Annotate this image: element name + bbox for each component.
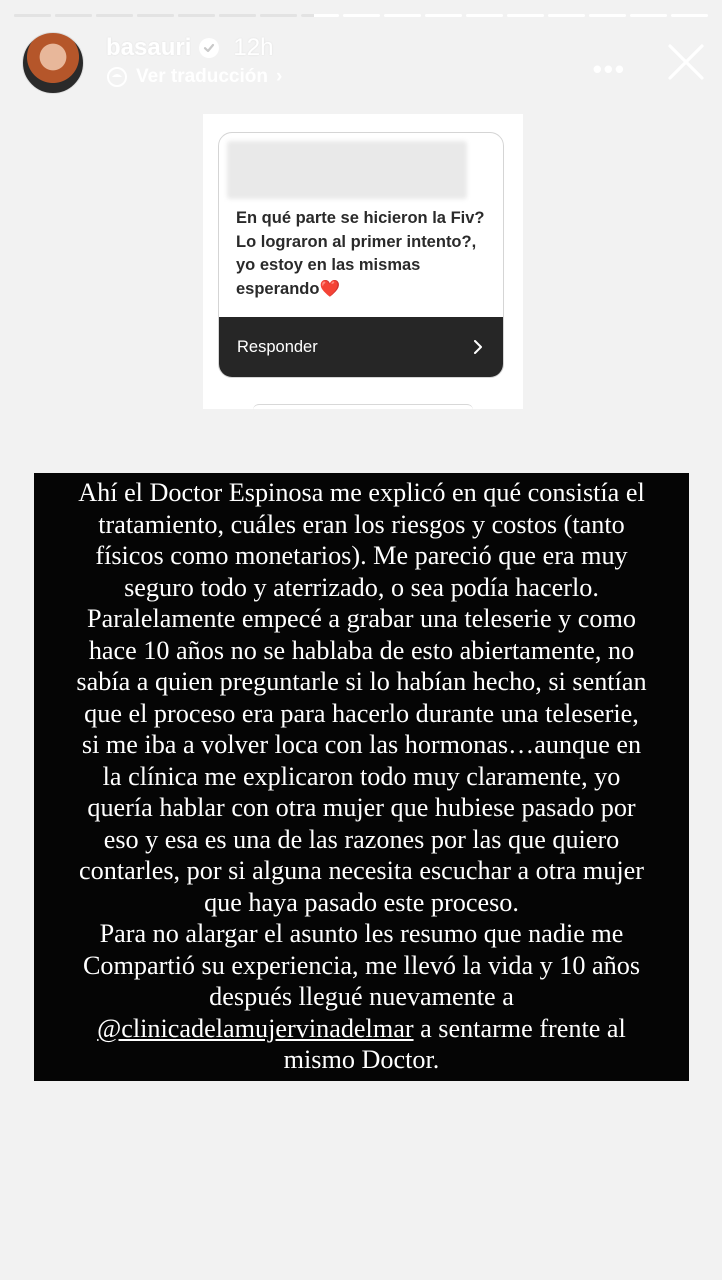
question-text (236, 207, 496, 301)
story-text (40, 477, 683, 1076)
story-time: 12h (233, 34, 274, 61)
heart-emoji: ❤️ (319, 279, 340, 298)
story-progress-bar (14, 14, 708, 17)
story-line: hace 10 años no se hablaba de esto abiertamente, no (88, 635, 635, 665)
more-dots-icon[interactable]: ••• (592, 54, 626, 84)
avatar[interactable] (22, 32, 84, 94)
progress-segment (343, 14, 380, 17)
story-line: eso y esa es una de las razones por las que quiero (103, 824, 620, 854)
story-line: mismo Doctor. (283, 1045, 440, 1074)
progress-segment (630, 14, 667, 17)
progress-segment (219, 14, 256, 17)
story-line-mention (40, 1013, 683, 1045)
progress-fill (178, 14, 215, 17)
story-line: que haya pasado este proceso. (204, 887, 519, 917)
clinic-mention-link[interactable]: @clinicadelamujervinadelmar (97, 1013, 414, 1043)
progress-fill (55, 14, 92, 17)
verified-badge-icon (199, 38, 219, 58)
progress-segment (178, 14, 215, 17)
reply-label: Responder (237, 337, 318, 356)
story-line: sabía a quien preguntarle si lo habían hecho, si sentían (76, 667, 647, 696)
progress-segment (301, 14, 338, 17)
progress-segment (671, 14, 708, 17)
story-line: seguro todo y aterrizado, o sea podía hacerlo. (124, 572, 599, 602)
reply-button[interactable] (219, 317, 503, 377)
question-sticker-screenshot (203, 114, 523, 409)
story-line: Para no alargar el asunto les resumo que nadie me (99, 919, 624, 948)
progress-segment (137, 14, 174, 17)
progress-fill (219, 14, 256, 17)
chevron-right-icon (471, 340, 485, 354)
username[interactable]: basauri (106, 34, 192, 61)
see-translation-label[interactable]: Ver traducción (136, 66, 268, 87)
mention-suffix: a sentarme frente al (413, 1013, 626, 1043)
progress-segment (425, 14, 462, 17)
progress-segment (14, 14, 51, 17)
story-text-block (34, 473, 689, 1081)
question-body: En qué parte se hicieron la Fiv? Lo lograron al primer intento?, yo estoy en las mismas esperando (236, 209, 485, 298)
story-line: después llegué nuevamente a (209, 982, 514, 1011)
progress-fill (260, 14, 297, 17)
progress-fill (301, 14, 314, 17)
question-card (218, 132, 504, 378)
progress-fill (137, 14, 174, 17)
progress-fill (14, 14, 51, 17)
blurred-question-header (227, 141, 467, 199)
story-line: Paralelamente empecé a grabar una teleserie y como (87, 604, 636, 633)
story-line: si me iba a volver loca con las hormonas…aunque en (81, 730, 642, 759)
translate-icon (106, 66, 128, 88)
story-header (22, 32, 706, 94)
username-row[interactable] (106, 34, 273, 62)
next-card-edge (253, 404, 473, 410)
see-translation-link[interactable] (106, 66, 282, 88)
close-icon[interactable] (666, 42, 706, 82)
chevron-right-icon: › (276, 66, 283, 87)
story-line: quería hablar con otra mujer que hubiese pasado por (87, 793, 636, 822)
progress-segment (466, 14, 503, 17)
progress-segment (548, 14, 585, 17)
progress-fill (96, 14, 133, 17)
story-line: tratamiento, cuáles eran los riesgos y costos (tanto (98, 509, 625, 539)
progress-segment (260, 14, 297, 17)
progress-segment (384, 14, 421, 17)
progress-segment (589, 14, 626, 17)
story-line: contarles, por si alguna necesita escuchar a otra mujer (79, 856, 644, 885)
story-line: Ahí el Doctor Espinosa me explicó en qué consistía el (78, 478, 645, 507)
story-line: físicos como monetarios). Me pareció que era muy (95, 541, 628, 570)
progress-segment (96, 14, 133, 17)
progress-segment (55, 14, 92, 17)
story-line: que el proceso era para hacerlo durante una teleserie, (84, 698, 639, 728)
story-line: la clínica me explicaron todo muy claramente, yo (102, 761, 621, 791)
story-line: Compartió su experiencia, me llevó la vida y 10 años (82, 950, 641, 980)
progress-segment (507, 14, 544, 17)
